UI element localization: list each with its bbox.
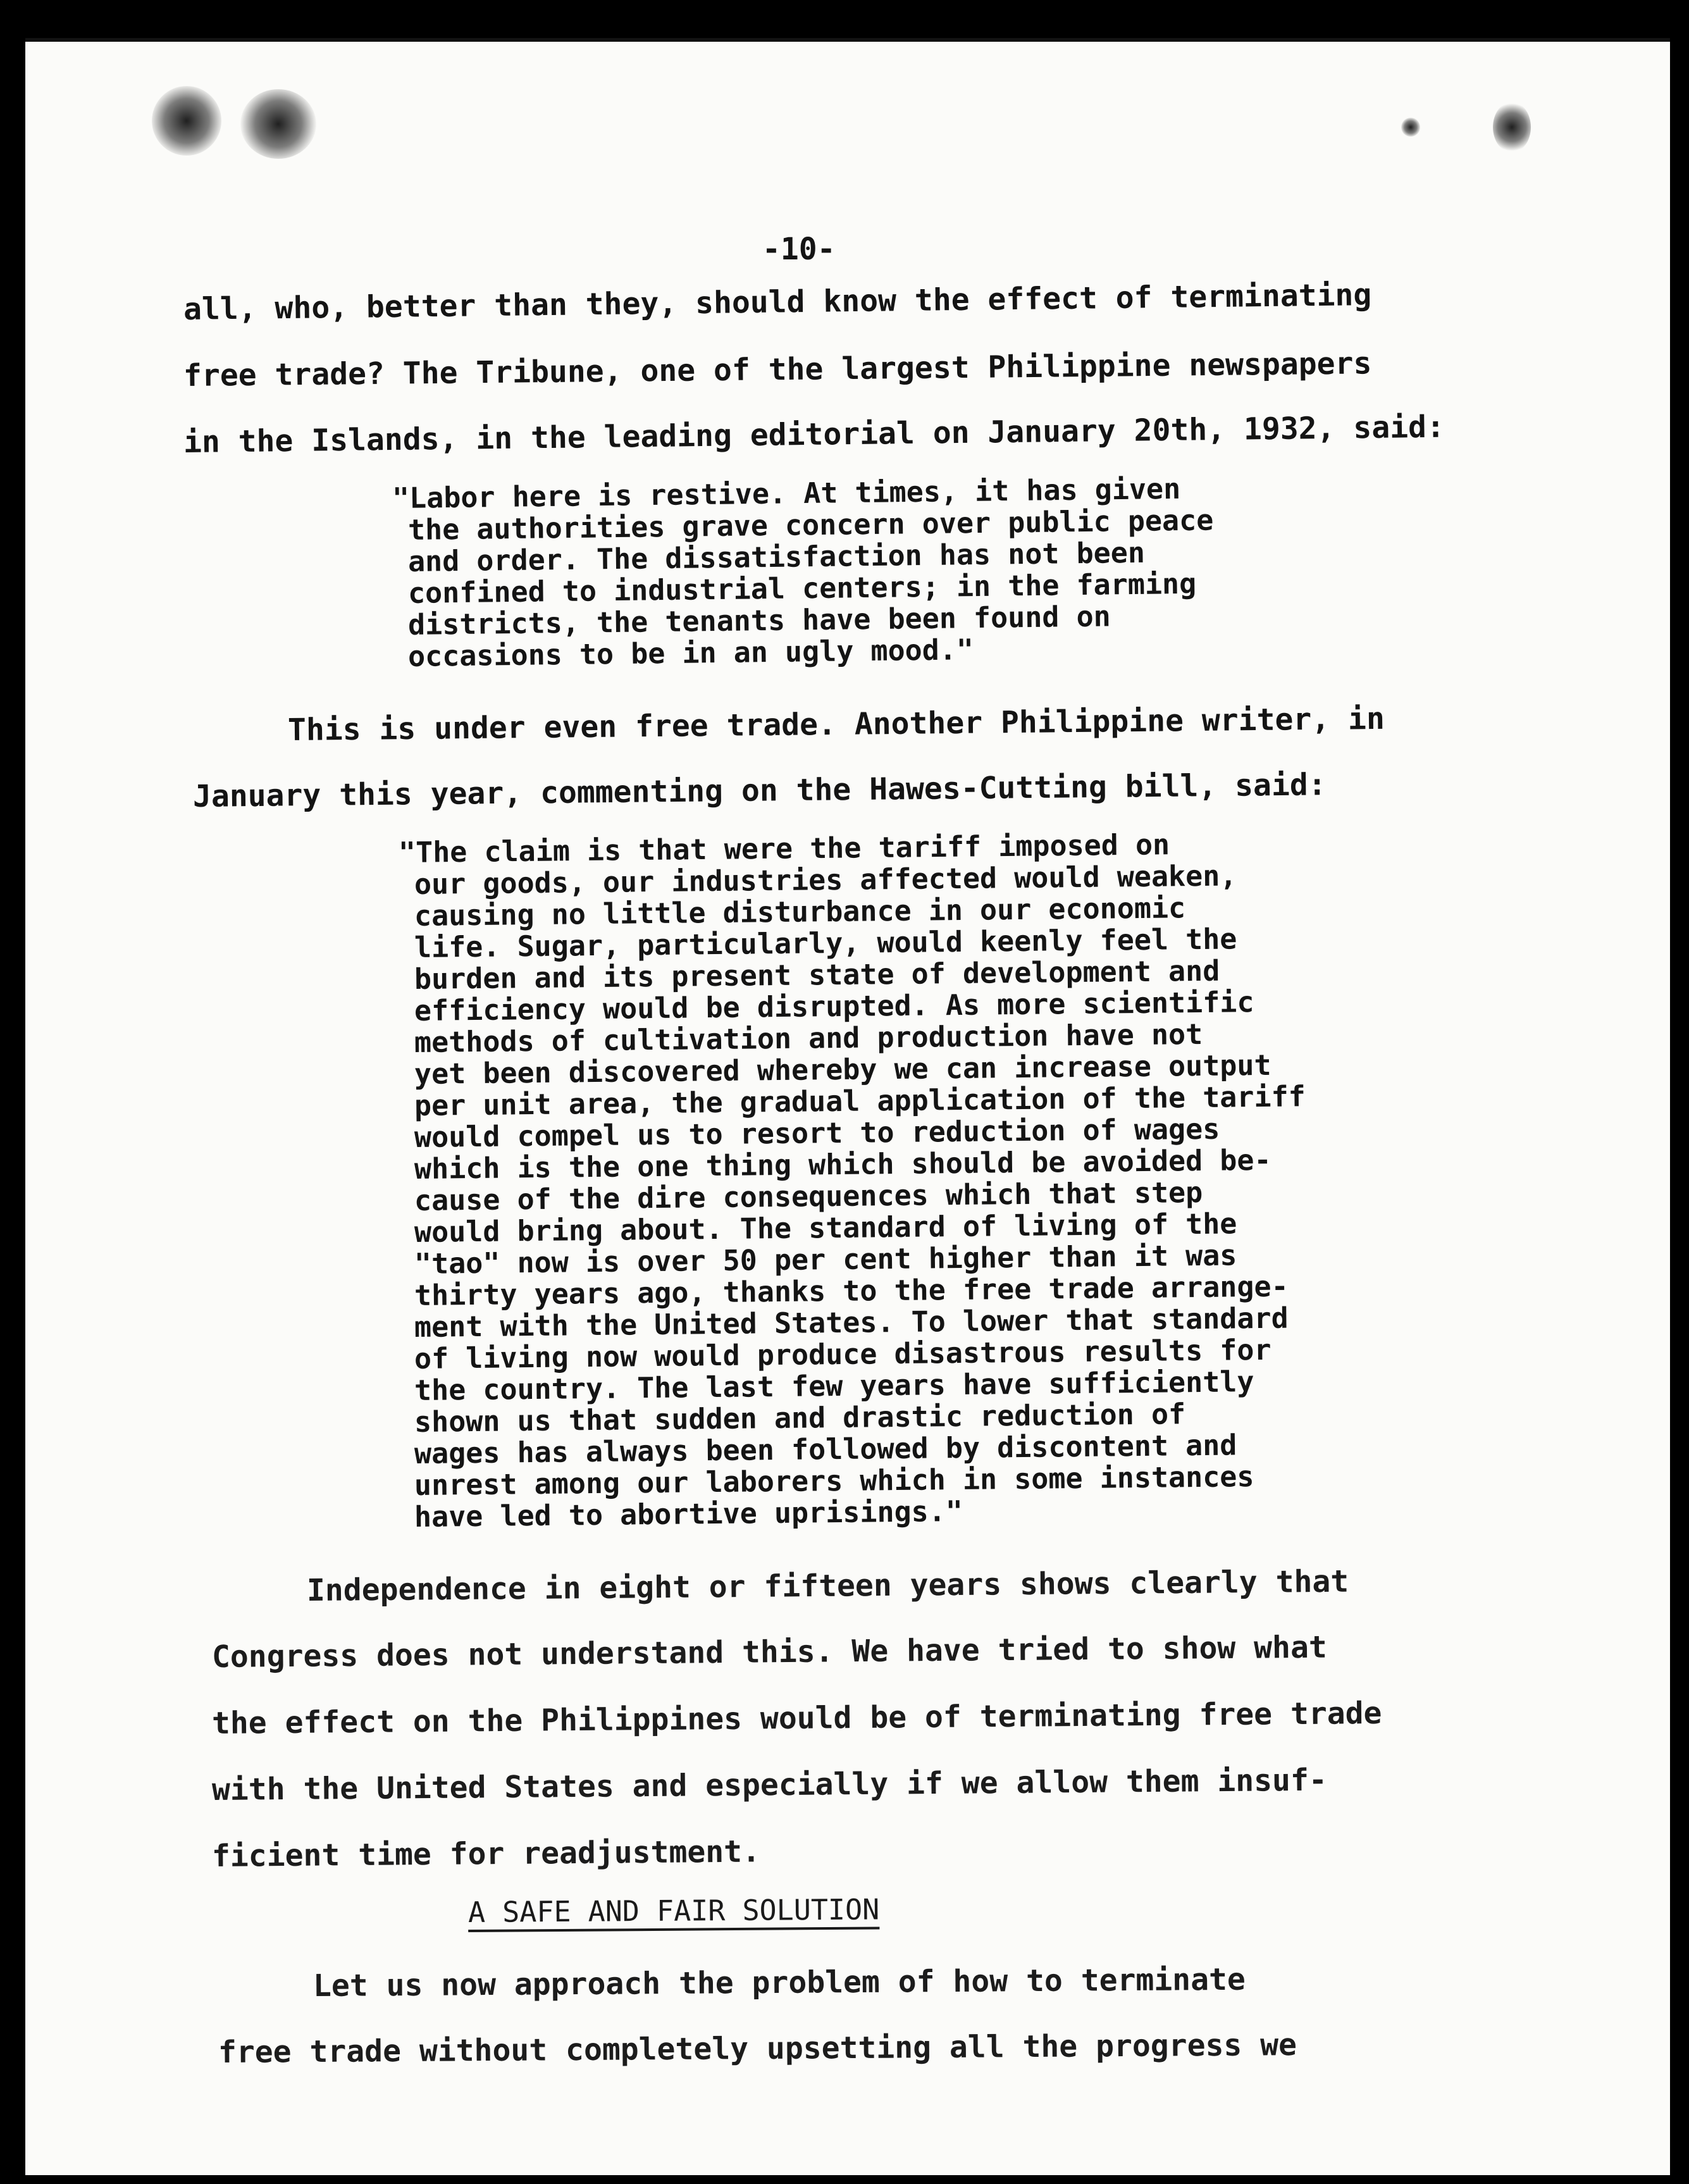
punch-hole-right-1	[1401, 118, 1420, 137]
quote-line: "The claim is that were the tariff imposed on	[398, 828, 1170, 869]
paragraph-line: with the United States and especially if we allow them insuf-	[211, 1762, 1327, 1808]
paragraph-line: January this year, commenting on the Hawes-Cutting bill, said:	[192, 767, 1327, 814]
quote-line: our goods, our industries affected would weaken,	[414, 859, 1237, 901]
quote-line: confined to industrial centers; in the farming	[407, 566, 1197, 610]
punch-hole-right-2	[1493, 102, 1531, 152]
quote-line: the country. The last few years have sufficiently	[414, 1365, 1254, 1407]
quote-line: districts, the tenants have been found on	[407, 599, 1111, 642]
quote-line: the authorities grave concern over public peace	[407, 503, 1214, 547]
quote-line: life. Sugar, particularly, would keenly feel the	[414, 922, 1237, 964]
punch-hole-left-2	[240, 89, 316, 159]
quote-line: would bring about. The standard of living of the	[414, 1207, 1237, 1249]
paragraph-line: all, who, better than they, should know the effect of terminating	[183, 277, 1372, 327]
quote-line: methods of cultivation and production have not	[414, 1017, 1203, 1059]
quote-line: cause of the dire consequences which that step	[414, 1175, 1203, 1217]
quote-line: "Labor here is restive. At times, it has given	[392, 471, 1181, 515]
quote-line: efficiency would be disrupted. As more scientific	[414, 985, 1254, 1027]
paragraph-line: free trade? The Tribune, one of the largest Philippine newspapers	[183, 345, 1372, 394]
quote-line: which is the one thing which should be avoided be-	[414, 1143, 1271, 1186]
quote-line: unrest among our laborers which in some instances	[414, 1460, 1254, 1502]
paragraph-line: Let us now approach the problem of how to terminate	[312, 1961, 1246, 2004]
quote-line: and order. The dissatisfaction has not been	[407, 535, 1146, 578]
paragraph-line: free trade without completely upsetting all the progress we	[218, 2027, 1297, 2070]
quote-line: occasions to be in an ugly mood."	[407, 633, 974, 673]
quote-line: per unit area, the gradual application of the tariff	[414, 1079, 1306, 1122]
paragraph-line: in the Islands, in the leading editorial on January 20th, 1932, said:	[183, 409, 1445, 460]
quote-line: shown us that sudden and drastic reduction of	[414, 1397, 1186, 1439]
page-number: -10-	[762, 232, 836, 267]
section-heading: A SAFE AND FAIR SOLUTION	[467, 1892, 880, 1929]
quote-line: ment with the United States. To lower that standard	[414, 1301, 1289, 1344]
quote-line: burden and its present state of development and	[414, 953, 1220, 996]
document-page	[25, 38, 1670, 2175]
paragraph-line: Independence in eight or fifteen years shows clearly that	[306, 1563, 1349, 1608]
quote-line: of living now would produce disastrous results for	[414, 1332, 1271, 1375]
paragraph-line: the effect on the Philippines would be of terminating free trade	[211, 1695, 1382, 1741]
paragraph-line: This is under even free trade. Another Philippine writer, in	[287, 700, 1385, 748]
quote-line: "tao" now is over 50 per cent higher than it was	[414, 1238, 1237, 1281]
paragraph-line: ficient time for readjustment.	[211, 1833, 761, 1874]
paragraph-line: Congress does not understand this. We have tried to show what	[211, 1629, 1327, 1675]
quote-line: wages has always been followed by discontent and	[414, 1428, 1237, 1470]
quote-line: have led to abortive uprisings."	[414, 1494, 963, 1534]
quote-line: yet been discovered whereby we can increase output	[414, 1048, 1271, 1091]
punch-hole-left-1	[152, 86, 221, 156]
quote-line: causing no little disturbance in our economic	[414, 891, 1186, 933]
quote-line: would compel us to resort to reduction of wages	[414, 1112, 1220, 1154]
quote-line: thirty years ago, thanks to the free trade arrange-	[414, 1269, 1289, 1312]
